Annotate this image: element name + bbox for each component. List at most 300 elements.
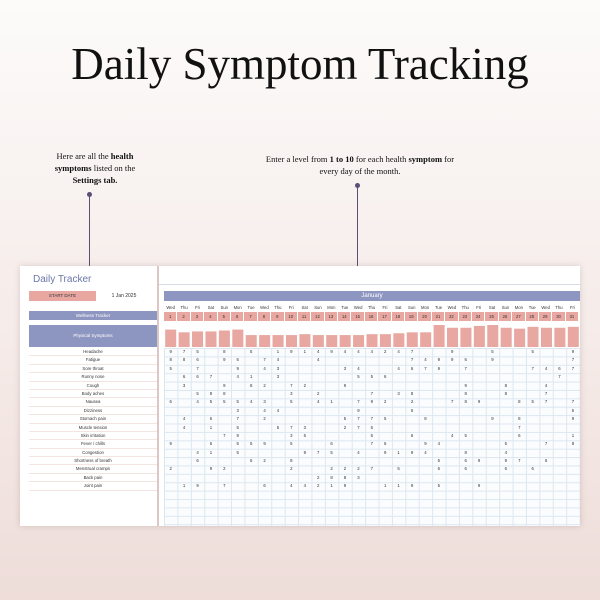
- value-cell[interactable]: [472, 407, 485, 415]
- value-cell[interactable]: 8: [223, 349, 226, 354]
- value-cell[interactable]: [365, 356, 378, 364]
- value-cell[interactable]: [177, 457, 190, 465]
- value-cell[interactable]: 5: [531, 349, 534, 354]
- value-cell[interactable]: [499, 407, 512, 415]
- value-cell[interactable]: 4: [276, 357, 280, 363]
- value-cell[interactable]: [325, 407, 338, 415]
- value-cell[interactable]: [499, 373, 512, 381]
- value-cell[interactable]: [526, 424, 539, 432]
- value-cell[interactable]: 3: [357, 474, 360, 480]
- value-cell[interactable]: [218, 457, 231, 465]
- value-cell[interactable]: 5: [290, 441, 293, 447]
- value-cell[interactable]: [472, 415, 485, 423]
- value-cell[interactable]: [271, 390, 284, 398]
- value-cell[interactable]: 2: [384, 399, 387, 405]
- value-cell[interactable]: [271, 457, 284, 465]
- value-cell[interactable]: 4: [249, 399, 253, 405]
- value-cell[interactable]: [486, 390, 499, 398]
- value-cell[interactable]: 7: [196, 365, 199, 371]
- value-cell[interactable]: [164, 432, 177, 440]
- value-cell[interactable]: [231, 457, 244, 465]
- value-cell[interactable]: 9: [437, 365, 441, 371]
- value-cell[interactable]: 4: [397, 365, 400, 371]
- value-cell[interactable]: 4: [316, 357, 320, 363]
- value-cell[interactable]: [285, 415, 298, 423]
- value-cell[interactable]: [271, 440, 284, 448]
- value-cell[interactable]: 4: [397, 349, 400, 354]
- value-cell[interactable]: [379, 465, 392, 473]
- value-cell[interactable]: 4: [544, 382, 548, 388]
- value-cell[interactable]: [486, 424, 499, 432]
- value-cell[interactable]: [539, 432, 552, 440]
- value-cell[interactable]: 5: [249, 349, 253, 354]
- value-cell[interactable]: [499, 348, 512, 356]
- value-cell[interactable]: [513, 348, 526, 356]
- value-cell[interactable]: [526, 482, 539, 490]
- value-cell[interactable]: [271, 415, 284, 423]
- value-cell[interactable]: [177, 390, 190, 398]
- value-cell[interactable]: [486, 457, 499, 465]
- value-cell[interactable]: [553, 382, 566, 390]
- value-cell[interactable]: 8: [330, 474, 333, 480]
- value-cell[interactable]: [499, 365, 512, 373]
- value-cell[interactable]: 1: [384, 483, 387, 489]
- value-cell[interactable]: 8: [424, 416, 427, 422]
- value-cell[interactable]: [486, 365, 499, 373]
- value-cell[interactable]: [419, 398, 432, 406]
- value-cell[interactable]: [553, 432, 566, 440]
- value-cell[interactable]: [405, 424, 418, 432]
- value-cell[interactable]: [472, 449, 485, 457]
- value-cell[interactable]: [191, 415, 204, 423]
- value-cell[interactable]: 3: [276, 374, 280, 380]
- value-cell[interactable]: [419, 432, 432, 440]
- value-cell[interactable]: [539, 356, 552, 364]
- value-cell[interactable]: 9: [477, 399, 481, 405]
- value-cell[interactable]: [553, 348, 566, 356]
- value-cell[interactable]: [352, 432, 365, 440]
- value-cell[interactable]: [553, 457, 566, 465]
- value-cell[interactable]: 7: [451, 399, 454, 405]
- value-cell[interactable]: 7: [236, 416, 239, 422]
- value-cell[interactable]: 8: [169, 357, 172, 363]
- value-cell[interactable]: [298, 474, 311, 482]
- value-cell[interactable]: [486, 449, 499, 457]
- value-cell[interactable]: 9: [290, 349, 293, 354]
- value-cell[interactable]: [379, 424, 392, 432]
- value-cell[interactable]: 9: [330, 349, 333, 354]
- value-cell[interactable]: [298, 415, 311, 423]
- value-cell[interactable]: [472, 440, 485, 448]
- value-cell[interactable]: [539, 373, 552, 381]
- value-cell[interactable]: [338, 356, 351, 364]
- value-cell[interactable]: [325, 365, 338, 373]
- value-cell[interactable]: 5: [290, 399, 293, 405]
- value-cell[interactable]: [539, 482, 552, 490]
- value-cell[interactable]: [177, 432, 190, 440]
- value-cell[interactable]: 3: [290, 432, 293, 438]
- value-cell[interactable]: [405, 440, 418, 448]
- value-cell[interactable]: 2: [223, 466, 226, 472]
- value-cell[interactable]: 8: [343, 474, 347, 480]
- value-cell[interactable]: 5: [504, 441, 508, 447]
- value-cell[interactable]: [177, 440, 190, 448]
- value-cell[interactable]: 2: [343, 424, 347, 430]
- value-cell[interactable]: [392, 398, 405, 406]
- value-cell[interactable]: [566, 382, 579, 390]
- value-cell[interactable]: 7: [370, 466, 373, 472]
- value-cell[interactable]: [311, 457, 324, 465]
- value-cell[interactable]: [298, 457, 311, 465]
- value-cell[interactable]: [553, 465, 566, 473]
- value-cell[interactable]: 1: [397, 483, 400, 489]
- value-cell[interactable]: [553, 440, 566, 448]
- value-cell[interactable]: 4: [451, 432, 454, 438]
- value-cell[interactable]: [379, 390, 392, 398]
- value-cell[interactable]: 5: [236, 424, 239, 430]
- value-cell[interactable]: [566, 449, 579, 457]
- value-cell[interactable]: 6: [384, 374, 387, 380]
- value-cell[interactable]: [204, 482, 217, 490]
- value-cell[interactable]: 5: [370, 374, 373, 380]
- value-cell[interactable]: [499, 424, 512, 432]
- value-cell[interactable]: [566, 373, 579, 381]
- value-cell[interactable]: 3: [397, 390, 400, 396]
- value-cell[interactable]: [459, 415, 472, 423]
- value-cell[interactable]: [271, 398, 284, 406]
- value-cell[interactable]: [392, 356, 405, 364]
- value-cell[interactable]: [486, 465, 499, 473]
- value-cell[interactable]: [164, 373, 177, 381]
- value-cell[interactable]: 5: [249, 441, 253, 447]
- value-cell[interactable]: [338, 449, 351, 457]
- value-cell[interactable]: 3: [343, 365, 347, 371]
- value-cell[interactable]: 4: [504, 449, 508, 455]
- value-cell[interactable]: [459, 482, 472, 490]
- value-cell[interactable]: [405, 457, 418, 465]
- value-cell[interactable]: [244, 482, 257, 490]
- value-cell[interactable]: [365, 482, 378, 490]
- value-cell[interactable]: 8: [209, 390, 213, 396]
- value-cell[interactable]: [231, 474, 244, 482]
- value-cell[interactable]: [553, 482, 566, 490]
- value-cell[interactable]: [432, 348, 445, 356]
- value-cell[interactable]: 6: [169, 399, 172, 405]
- value-cell[interactable]: 6: [196, 374, 199, 380]
- value-cell[interactable]: [419, 382, 432, 390]
- value-cell[interactable]: [177, 449, 190, 457]
- value-cell[interactable]: 7: [223, 483, 226, 489]
- value-cell[interactable]: [379, 407, 392, 415]
- value-cell[interactable]: [338, 390, 351, 398]
- value-cell[interactable]: [218, 407, 231, 415]
- value-cell[interactable]: 4: [263, 365, 266, 371]
- value-cell[interactable]: [311, 365, 324, 373]
- value-cell[interactable]: [432, 415, 445, 423]
- value-cell[interactable]: 7: [357, 416, 360, 422]
- value-cell[interactable]: [204, 457, 217, 465]
- value-cell[interactable]: [432, 432, 445, 440]
- value-cell[interactable]: [352, 356, 365, 364]
- value-cell[interactable]: [177, 398, 190, 406]
- value-cell[interactable]: [446, 465, 459, 473]
- value-cell[interactable]: [446, 373, 459, 381]
- value-cell[interactable]: 9: [370, 399, 373, 405]
- value-cell[interactable]: 2: [263, 458, 266, 464]
- value-cell[interactable]: [513, 382, 526, 390]
- value-cell[interactable]: 4: [196, 399, 199, 405]
- value-cell[interactable]: [338, 398, 351, 406]
- value-cell[interactable]: [218, 365, 231, 373]
- value-cell[interactable]: [513, 465, 526, 473]
- value-cell[interactable]: 1: [209, 449, 213, 455]
- value-cell[interactable]: 1: [182, 483, 186, 489]
- value-cell[interactable]: 7: [290, 424, 293, 430]
- value-cell[interactable]: [177, 407, 190, 415]
- value-cell[interactable]: [258, 449, 271, 457]
- value-cell[interactable]: 2: [263, 382, 266, 388]
- value-cell[interactable]: [244, 474, 257, 482]
- value-cell[interactable]: [419, 474, 432, 482]
- value-cell[interactable]: 9: [343, 483, 347, 489]
- value-cell[interactable]: [244, 465, 257, 473]
- value-cell[interactable]: 5: [236, 441, 239, 447]
- value-cell[interactable]: [298, 440, 311, 448]
- value-cell[interactable]: [244, 390, 257, 398]
- value-cell[interactable]: 7: [531, 365, 534, 371]
- value-cell[interactable]: [191, 474, 204, 482]
- value-cell[interactable]: [566, 424, 579, 432]
- value-cell[interactable]: 4: [437, 441, 441, 447]
- value-cell[interactable]: 4: [357, 349, 360, 354]
- value-cell[interactable]: 7: [518, 424, 521, 430]
- value-cell[interactable]: 7: [370, 441, 373, 447]
- value-cell[interactable]: 9: [384, 449, 387, 455]
- value-cell[interactable]: [513, 365, 526, 373]
- value-cell[interactable]: [258, 348, 271, 356]
- value-cell[interactable]: 4: [370, 349, 373, 354]
- value-cell[interactable]: [231, 390, 244, 398]
- value-cell[interactable]: [526, 449, 539, 457]
- value-cell[interactable]: 7: [182, 349, 186, 354]
- value-cell[interactable]: 5: [437, 483, 441, 489]
- value-cell[interactable]: [285, 365, 298, 373]
- value-cell[interactable]: [204, 356, 217, 364]
- value-cell[interactable]: [164, 390, 177, 398]
- value-cell[interactable]: [271, 465, 284, 473]
- value-cell[interactable]: [392, 382, 405, 390]
- value-cell[interactable]: [311, 382, 324, 390]
- value-cell[interactable]: 4: [276, 407, 280, 413]
- value-cell[interactable]: 4: [316, 349, 320, 354]
- value-cell[interactable]: [311, 373, 324, 381]
- value-cell[interactable]: 9: [209, 466, 213, 472]
- value-cell[interactable]: [231, 482, 244, 490]
- value-cell[interactable]: [513, 390, 526, 398]
- value-cell[interactable]: 4: [343, 349, 347, 354]
- value-cell[interactable]: [446, 424, 459, 432]
- value-cell[interactable]: 8: [571, 441, 575, 447]
- value-cell[interactable]: 6: [209, 416, 213, 422]
- value-cell[interactable]: [553, 407, 566, 415]
- value-cell[interactable]: 6: [263, 483, 266, 489]
- value-cell[interactable]: [499, 398, 512, 406]
- value-cell[interactable]: [526, 382, 539, 390]
- value-cell[interactable]: [513, 449, 526, 457]
- value-cell[interactable]: 6: [571, 407, 575, 413]
- value-cell[interactable]: [405, 382, 418, 390]
- value-cell[interactable]: [298, 373, 311, 381]
- value-cell[interactable]: [191, 432, 204, 440]
- value-cell[interactable]: 9: [169, 441, 172, 447]
- value-cell[interactable]: [526, 440, 539, 448]
- value-cell[interactable]: [164, 482, 177, 490]
- value-cell[interactable]: [325, 415, 338, 423]
- value-cell[interactable]: 4: [424, 449, 427, 455]
- value-cell[interactable]: [486, 382, 499, 390]
- value-cell[interactable]: [379, 365, 392, 373]
- value-cell[interactable]: 8: [464, 449, 467, 455]
- value-cell[interactable]: 7: [316, 449, 320, 455]
- value-cell[interactable]: 2: [330, 466, 333, 472]
- value-cell[interactable]: 4: [357, 365, 360, 371]
- value-cell[interactable]: [566, 457, 579, 465]
- value-cell[interactable]: 9: [196, 483, 199, 489]
- value-cell[interactable]: [271, 449, 284, 457]
- tab-physical-symptoms[interactable]: Physical Symptoms: [29, 325, 157, 347]
- value-cell[interactable]: [539, 465, 552, 473]
- value-cell[interactable]: 9: [236, 365, 239, 371]
- value-cell[interactable]: 6: [209, 441, 213, 447]
- value-cell[interactable]: [218, 415, 231, 423]
- value-cell[interactable]: [325, 457, 338, 465]
- value-cell[interactable]: 6: [558, 365, 561, 371]
- value-cell[interactable]: [539, 449, 552, 457]
- value-cell[interactable]: [191, 382, 204, 390]
- value-cell[interactable]: 1: [330, 399, 333, 405]
- value-cell[interactable]: [164, 457, 177, 465]
- value-cell[interactable]: [244, 356, 257, 364]
- value-cell[interactable]: [338, 457, 351, 465]
- value-cell[interactable]: 6: [464, 458, 467, 464]
- value-cell[interactable]: 8: [410, 390, 414, 396]
- value-cell[interactable]: [419, 424, 432, 432]
- value-cell[interactable]: [204, 365, 217, 373]
- value-cell[interactable]: 7: [544, 441, 548, 447]
- value-cell[interactable]: [244, 365, 257, 373]
- value-cell[interactable]: [338, 407, 351, 415]
- value-cell[interactable]: 9: [571, 416, 575, 422]
- value-cell[interactable]: [271, 482, 284, 490]
- value-cell[interactable]: [258, 424, 271, 432]
- value-cell[interactable]: [446, 390, 459, 398]
- value-cell[interactable]: 9: [504, 458, 508, 464]
- value-cell[interactable]: [472, 373, 485, 381]
- value-cell[interactable]: 5: [370, 432, 373, 438]
- value-cell[interactable]: 8: [182, 357, 186, 363]
- value-cell[interactable]: [459, 373, 472, 381]
- value-cell[interactable]: 1: [276, 349, 280, 354]
- value-cell[interactable]: [405, 415, 418, 423]
- value-cell[interactable]: 2: [263, 416, 266, 422]
- value-cell[interactable]: [526, 432, 539, 440]
- value-cell[interactable]: 6: [236, 357, 239, 363]
- value-cell[interactable]: [218, 373, 231, 381]
- value-cell[interactable]: [432, 398, 445, 406]
- value-cell[interactable]: [499, 415, 512, 423]
- value-cell[interactable]: [419, 407, 432, 415]
- value-cell[interactable]: 6: [196, 458, 199, 464]
- value-cell[interactable]: [553, 424, 566, 432]
- value-cell[interactable]: [258, 390, 271, 398]
- value-cell[interactable]: 2: [316, 390, 320, 396]
- value-cell[interactable]: [539, 415, 552, 423]
- value-cell[interactable]: 3: [236, 407, 239, 413]
- value-cell[interactable]: 8: [518, 416, 521, 422]
- value-cell[interactable]: [539, 407, 552, 415]
- value-cell[interactable]: 2: [410, 399, 414, 405]
- value-cell[interactable]: 9: [571, 349, 575, 354]
- value-cell[interactable]: [379, 382, 392, 390]
- value-cell[interactable]: [311, 440, 324, 448]
- value-cell[interactable]: [311, 407, 324, 415]
- value-cell[interactable]: [352, 382, 365, 390]
- value-cell[interactable]: 5: [276, 424, 280, 430]
- value-cell[interactable]: [472, 424, 485, 432]
- value-cell[interactable]: [472, 432, 485, 440]
- value-cell[interactable]: 8: [290, 458, 293, 464]
- value-cell[interactable]: 7: [290, 382, 293, 388]
- value-cell[interactable]: 5: [196, 390, 199, 396]
- value-cell[interactable]: [365, 365, 378, 373]
- value-cell[interactable]: [164, 449, 177, 457]
- value-cell[interactable]: [258, 432, 271, 440]
- value-cell[interactable]: 3: [303, 424, 306, 430]
- value-cell[interactable]: 7: [410, 349, 414, 354]
- value-cell[interactable]: 7: [571, 357, 575, 363]
- value-cell[interactable]: 7: [464, 365, 467, 371]
- value-cell[interactable]: [472, 356, 485, 364]
- value-cell[interactable]: [177, 465, 190, 473]
- value-cell[interactable]: [164, 424, 177, 432]
- value-cell[interactable]: [392, 415, 405, 423]
- value-cell[interactable]: [164, 382, 177, 390]
- value-cell[interactable]: 9: [424, 441, 427, 447]
- value-cell[interactable]: [486, 440, 499, 448]
- value-cell[interactable]: [365, 407, 378, 415]
- value-cell[interactable]: 7: [263, 357, 266, 363]
- value-cell[interactable]: 9: [451, 357, 454, 363]
- value-cell[interactable]: [419, 373, 432, 381]
- value-cell[interactable]: [204, 432, 217, 440]
- value-cell[interactable]: 9: [223, 357, 226, 363]
- value-cell[interactable]: [446, 440, 459, 448]
- value-cell[interactable]: [526, 407, 539, 415]
- value-cell[interactable]: 9: [263, 441, 266, 447]
- value-cell[interactable]: 4: [182, 424, 186, 430]
- value-cell[interactable]: [218, 449, 231, 457]
- value-cell[interactable]: 8: [504, 390, 508, 396]
- value-cell[interactable]: [526, 474, 539, 482]
- value-cell[interactable]: 4: [316, 399, 320, 405]
- value-cell[interactable]: [432, 382, 445, 390]
- value-cell[interactable]: [539, 424, 552, 432]
- value-cell[interactable]: 2: [303, 382, 306, 388]
- value-cell[interactable]: [432, 390, 445, 398]
- value-cell[interactable]: [405, 465, 418, 473]
- value-cell[interactable]: 4: [196, 449, 199, 455]
- value-cell[interactable]: 9: [491, 357, 494, 363]
